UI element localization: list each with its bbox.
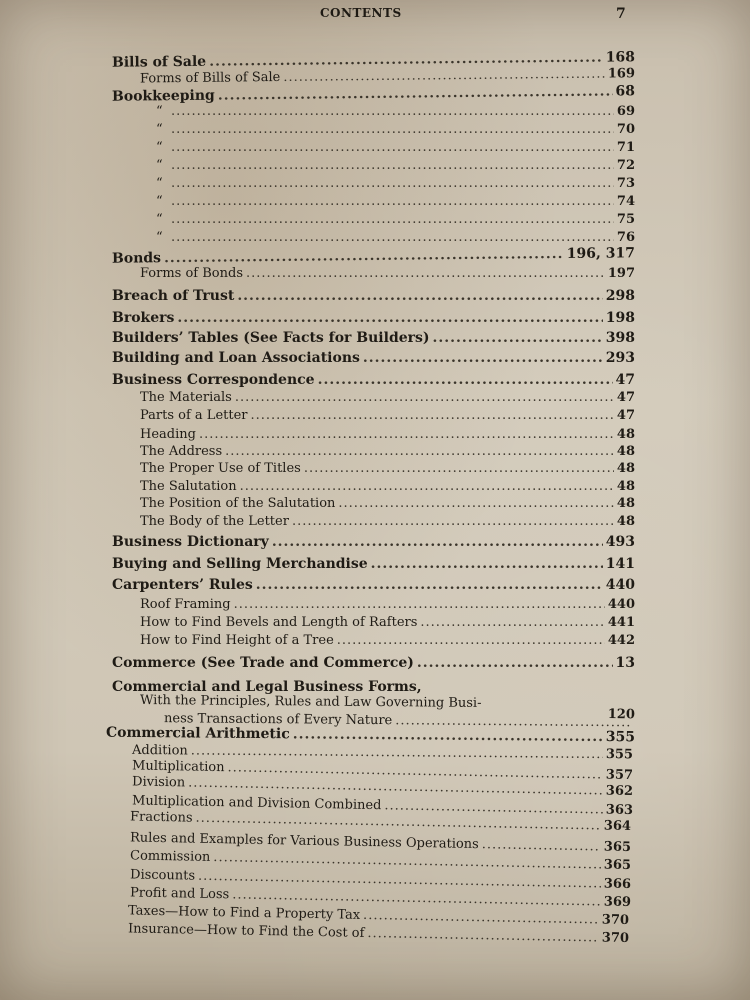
toc-entry-page: 398 xyxy=(605,330,635,346)
toc-entry-label: Brokers xyxy=(112,310,175,326)
leader-dots xyxy=(225,444,614,459)
leader-dots xyxy=(171,122,614,137)
toc-entry-label: Fractions xyxy=(129,809,193,826)
page-title: CONTENTS xyxy=(320,6,402,20)
toc-entry-page: 74 xyxy=(616,194,635,209)
toc-entry-page: 365 xyxy=(603,839,632,856)
leader-dots xyxy=(234,597,605,612)
toc-entry-page: 47 xyxy=(615,372,635,388)
toc-entry-page: 72 xyxy=(616,158,635,173)
toc-entry xyxy=(112,633,635,653)
toc-entry-page: 370 xyxy=(601,912,630,929)
toc-entry-page: 298 xyxy=(605,288,635,304)
toc-entry xyxy=(112,140,635,160)
toc-entry-page: 47 xyxy=(616,408,635,423)
toc-entry xyxy=(112,655,635,675)
toc-entry-page: 197 xyxy=(607,266,635,281)
leader-dots xyxy=(283,67,605,85)
toc-entry xyxy=(112,310,635,330)
toc-entry-page: 141 xyxy=(605,556,635,572)
leader-dots xyxy=(177,310,602,326)
toc-entry-page: 69 xyxy=(616,104,635,119)
toc-entry-label: Commercial and Legal Business Forms, xyxy=(112,679,422,695)
toc-entry-label: Building and Loan Associations xyxy=(112,350,360,366)
leader-dots xyxy=(272,534,603,550)
leader-dots xyxy=(246,266,605,281)
toc-entry-label: The Body of the Letter xyxy=(140,514,289,529)
toc-entry xyxy=(112,408,635,428)
toc-entry-label: Bills of Sale xyxy=(111,53,207,71)
leader-dots xyxy=(256,577,603,593)
leader-dots xyxy=(363,350,603,366)
leader-dots xyxy=(171,194,614,209)
toc-entry-page: 364 xyxy=(603,818,632,835)
toc-entry xyxy=(112,212,635,232)
toc-entry-page: 73 xyxy=(616,176,635,191)
toc-entry-page: 355 xyxy=(605,729,636,746)
toc-entry xyxy=(112,176,635,196)
toc-entry-label: Bookkeeping xyxy=(111,87,215,105)
toc-entry xyxy=(112,577,635,597)
toc-entry-page: 493 xyxy=(605,534,635,550)
leader-dots xyxy=(292,514,614,529)
toc-entry-label: Commerce (See Trade and Commerce) xyxy=(112,655,414,671)
toc-entry-label: “ xyxy=(156,212,163,227)
leader-dots xyxy=(363,908,599,928)
toc-entry-label: Insurance—How to Find the Cost of xyxy=(127,921,365,941)
toc-entry-page: 75 xyxy=(616,212,635,227)
leader-dots xyxy=(433,330,603,346)
toc-entry-page: 196, 317 xyxy=(566,245,636,262)
toc-entry-label: ness Transactions of Every Nature xyxy=(163,711,393,729)
toc-entry-label: Commercial Arithmetic xyxy=(105,724,290,743)
toc-entry-page: 169 xyxy=(607,66,636,82)
toc-entry-label: Builders’ Tables (See Facts for Builders) xyxy=(112,330,430,346)
toc-entry-label: Multiplication and Division Combined xyxy=(131,793,382,814)
toc-entry xyxy=(112,597,635,617)
page-number: 7 xyxy=(616,6,626,22)
toc-entry xyxy=(112,350,635,370)
toc-entry-label: Parts of a Letter xyxy=(140,408,248,423)
toc-entry xyxy=(112,104,635,124)
toc-entry-label: Bonds xyxy=(111,250,162,267)
leader-dots xyxy=(371,556,603,572)
toc-entry-label: “ xyxy=(156,230,163,245)
toc-entry xyxy=(112,514,635,534)
toc-entry-label: Carpenters’ Rules xyxy=(112,577,253,593)
toc-entry-page: 198 xyxy=(605,310,635,326)
toc-entry-label: Division xyxy=(131,774,186,791)
toc-entry xyxy=(112,194,635,214)
toc-entry-label: “ xyxy=(156,140,163,155)
toc-entry-label: Forms of Bills of Sale xyxy=(139,69,281,87)
toc-entry-label: Discounts xyxy=(129,867,196,884)
toc-entry-page: 71 xyxy=(616,140,635,155)
toc-entry-page: 366 xyxy=(603,876,632,893)
leader-dots xyxy=(417,655,613,671)
toc-entry-page: 48 xyxy=(616,461,635,476)
toc-entry-page: 48 xyxy=(616,496,635,511)
toc-entry-label: Breach of Trust xyxy=(112,288,235,304)
toc-entry xyxy=(112,534,635,554)
leader-dots xyxy=(171,140,614,155)
toc-entry-label: “ xyxy=(156,158,163,173)
toc-entry-page: 355 xyxy=(605,747,634,763)
toc-entry-page: 440 xyxy=(607,597,635,612)
toc-entry-label: Roof Framing xyxy=(140,597,231,612)
toc-entry-label: Taxes—How to Find a Property Tax xyxy=(127,903,361,923)
toc-entry-label: Business Dictionary xyxy=(112,534,269,550)
leader-dots xyxy=(318,372,613,388)
toc-entry-label: Rules and Examples for Various Business Operations xyxy=(129,830,479,853)
toc-entry-page: 168 xyxy=(605,49,636,66)
toc-entry xyxy=(112,288,635,308)
toc-entry-label: The Proper Use of Titles xyxy=(140,461,301,476)
leader-dots xyxy=(171,176,614,191)
toc-entry-page: 48 xyxy=(616,444,635,459)
toc-entry-page: 440 xyxy=(605,577,635,593)
toc-entry-label: “ xyxy=(156,194,163,209)
toc-entry-label: Buying and Selling Merchandise xyxy=(112,556,368,572)
toc-entry xyxy=(112,122,635,142)
leader-dots xyxy=(482,837,601,854)
toc-entry-page: 362 xyxy=(605,783,634,800)
leader-dots xyxy=(171,158,614,173)
leader-dots xyxy=(293,726,603,745)
leader-dots xyxy=(367,926,599,945)
toc-entry-page: 13 xyxy=(615,655,635,671)
toc-entry-label: Addition xyxy=(131,742,188,759)
toc-entry xyxy=(112,330,635,350)
leader-dots xyxy=(235,390,614,405)
leader-dots xyxy=(191,743,603,762)
toc-entry-label: Multiplication xyxy=(131,758,225,776)
toc-entry-label: Business Correspondence xyxy=(112,372,315,388)
toc-entry-label: The Materials xyxy=(140,390,232,405)
toc-entry-label: Commission xyxy=(129,848,211,865)
toc-entry xyxy=(112,390,635,410)
toc-entry-page: 76 xyxy=(616,230,635,245)
toc-entry xyxy=(112,461,635,481)
leader-dots xyxy=(171,212,614,227)
toc-entry-label: Heading xyxy=(140,427,196,442)
leader-dots xyxy=(304,461,614,476)
toc-entry-page: 293 xyxy=(605,350,635,366)
leader-dots xyxy=(164,246,564,266)
toc-entry-page: 365 xyxy=(603,857,632,874)
toc-entry-label: The Salutation xyxy=(140,479,237,494)
toc-entry-label: Forms of Bonds xyxy=(140,266,243,281)
toc-entry-label: With the Principles, Rules and Law Governing Busi- xyxy=(139,692,482,711)
toc-entry xyxy=(112,496,635,516)
toc-entry-label: “ xyxy=(156,104,163,119)
leader-dots xyxy=(171,230,614,245)
toc-entry-page: 120 xyxy=(607,707,635,723)
toc-entry-label: The Position of the Salutation xyxy=(140,496,336,511)
leader-dots xyxy=(171,104,614,119)
toc-entry-page: 47 xyxy=(616,390,635,405)
toc-entry-page: 68 xyxy=(615,83,636,100)
toc-entry-page: 363 xyxy=(605,802,634,819)
leader-dots xyxy=(218,83,613,103)
toc-entry-page: 369 xyxy=(603,894,632,911)
toc-entry-label: “ xyxy=(156,122,163,137)
toc-entry-page: 357 xyxy=(605,767,634,784)
leader-dots xyxy=(237,288,602,304)
leader-dots xyxy=(251,408,614,423)
toc-entry xyxy=(112,615,635,635)
leader-dots xyxy=(338,496,614,511)
toc-entry xyxy=(112,158,635,178)
toc-entry-page: 370 xyxy=(601,930,630,947)
toc-entry-page: 48 xyxy=(616,427,635,442)
toc-entry-label: The Address xyxy=(140,444,223,459)
leader-dots xyxy=(420,615,604,630)
toc-entry-page: 48 xyxy=(616,514,635,529)
leader-dots xyxy=(337,633,605,648)
toc-entry-page: 441 xyxy=(607,615,635,630)
toc-entry-label: How to Find Bevels and Length of Rafters xyxy=(140,615,418,630)
toc-entry-label: How to Find Height of a Tree xyxy=(140,633,334,648)
toc-entry-page: 442 xyxy=(607,633,635,648)
leader-dots xyxy=(199,427,614,442)
toc-entry-page: 48 xyxy=(616,479,635,494)
toc-entry xyxy=(112,372,635,392)
toc-entry-label: “ xyxy=(156,176,163,191)
toc-entry xyxy=(112,266,635,286)
toc-entry-label: Profit and Loss xyxy=(129,885,230,903)
toc-entry-page: 70 xyxy=(616,122,635,137)
toc-entry xyxy=(112,556,635,576)
leader-dots xyxy=(240,479,614,494)
